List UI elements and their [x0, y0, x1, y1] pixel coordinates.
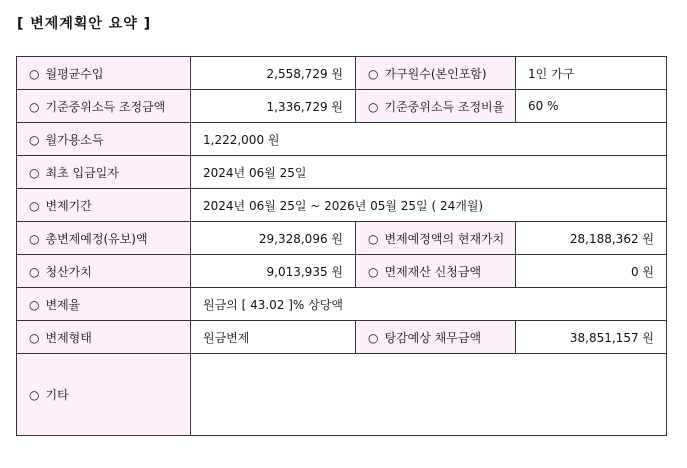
label-first-payment-date: ○ 최초 입금일자	[17, 156, 191, 189]
label-median-income-amount: ○ 기준중위소득 조정금액	[17, 90, 191, 123]
label-monthly-income: ○ 월평균수입	[17, 57, 191, 90]
label-other: ○ 기타	[17, 354, 191, 436]
table-row	[17, 189, 667, 222]
label-expected-discharge: ○ 탕감예상 채무금액	[356, 321, 516, 354]
value-repayment-period: 2024년 06월 25일 ~ 2026년 05월 25일 ( 24개월)	[191, 189, 667, 222]
circle-icon: ○	[29, 132, 40, 147]
circle-icon: ○	[368, 330, 379, 345]
circle-icon: ○	[29, 198, 40, 213]
table-row	[17, 156, 667, 189]
value-disposable-income: 1,222,000 원	[191, 123, 667, 156]
value-repayment-rate: 원금의 [ 43.02 ]% 상당액	[191, 288, 667, 321]
circle-icon: ○	[29, 297, 40, 312]
circle-icon: ○	[29, 165, 40, 180]
label-median-income-ratio: ○ 기준중위소득 조정비율	[356, 90, 516, 123]
value-expected-discharge: 38,851,157 원	[516, 321, 667, 354]
page-title: [ 변제계획안 요약 ]	[17, 16, 152, 32]
value-first-payment-date: 2024년 06월 25일	[191, 156, 667, 189]
table-row	[17, 288, 667, 321]
circle-icon: ○	[29, 330, 40, 345]
label-total-planned-repayment: ○ 총변제예정(유보)액	[17, 222, 191, 255]
value-median-income-amount: 1,336,729 원	[191, 90, 356, 123]
circle-icon: ○	[368, 231, 379, 246]
table-row	[17, 57, 667, 90]
value-total-planned-repayment: 29,328,096 원	[191, 222, 356, 255]
label-present-value: ○ 변제예정액의 현재가치	[356, 222, 516, 255]
table-row	[17, 90, 667, 123]
circle-icon: ○	[29, 231, 40, 246]
label-liquidation-value: ○ 청산가치	[17, 255, 191, 288]
table-row	[17, 123, 667, 156]
circle-icon: ○	[368, 66, 379, 81]
value-median-income-ratio: 60 %	[516, 90, 667, 123]
circle-icon: ○	[368, 99, 379, 114]
value-other	[191, 354, 667, 436]
label-repayment-rate: ○ 변제율	[17, 288, 191, 321]
circle-icon: ○	[29, 264, 40, 279]
value-exempt-property: 0 원	[516, 255, 667, 288]
label-disposable-income: ○ 월가용소득	[17, 123, 191, 156]
label-household-size: ○ 가구원수(본인포함)	[356, 57, 516, 90]
value-household-size: 1인 가구	[516, 57, 667, 90]
value-present-value: 28,188,362 원	[516, 222, 667, 255]
circle-icon: ○	[368, 264, 379, 279]
table-row	[17, 222, 667, 255]
table-row	[17, 354, 667, 436]
circle-icon: ○	[29, 99, 40, 114]
table-row	[17, 255, 667, 288]
value-monthly-income: 2,558,729 원	[191, 57, 356, 90]
circle-icon: ○	[29, 66, 40, 81]
circle-icon: ○	[29, 388, 40, 402]
table-row	[17, 321, 667, 354]
repayment-summary-table	[16, 56, 667, 436]
label-exempt-property: ○ 면제재산 신청금액	[356, 255, 516, 288]
label-repayment-type: ○ 변제형태	[17, 321, 191, 354]
value-repayment-type: 원금변제	[191, 321, 356, 354]
label-repayment-period: ○ 변제기간	[17, 189, 191, 222]
value-liquidation-value: 9,013,935 원	[191, 255, 356, 288]
